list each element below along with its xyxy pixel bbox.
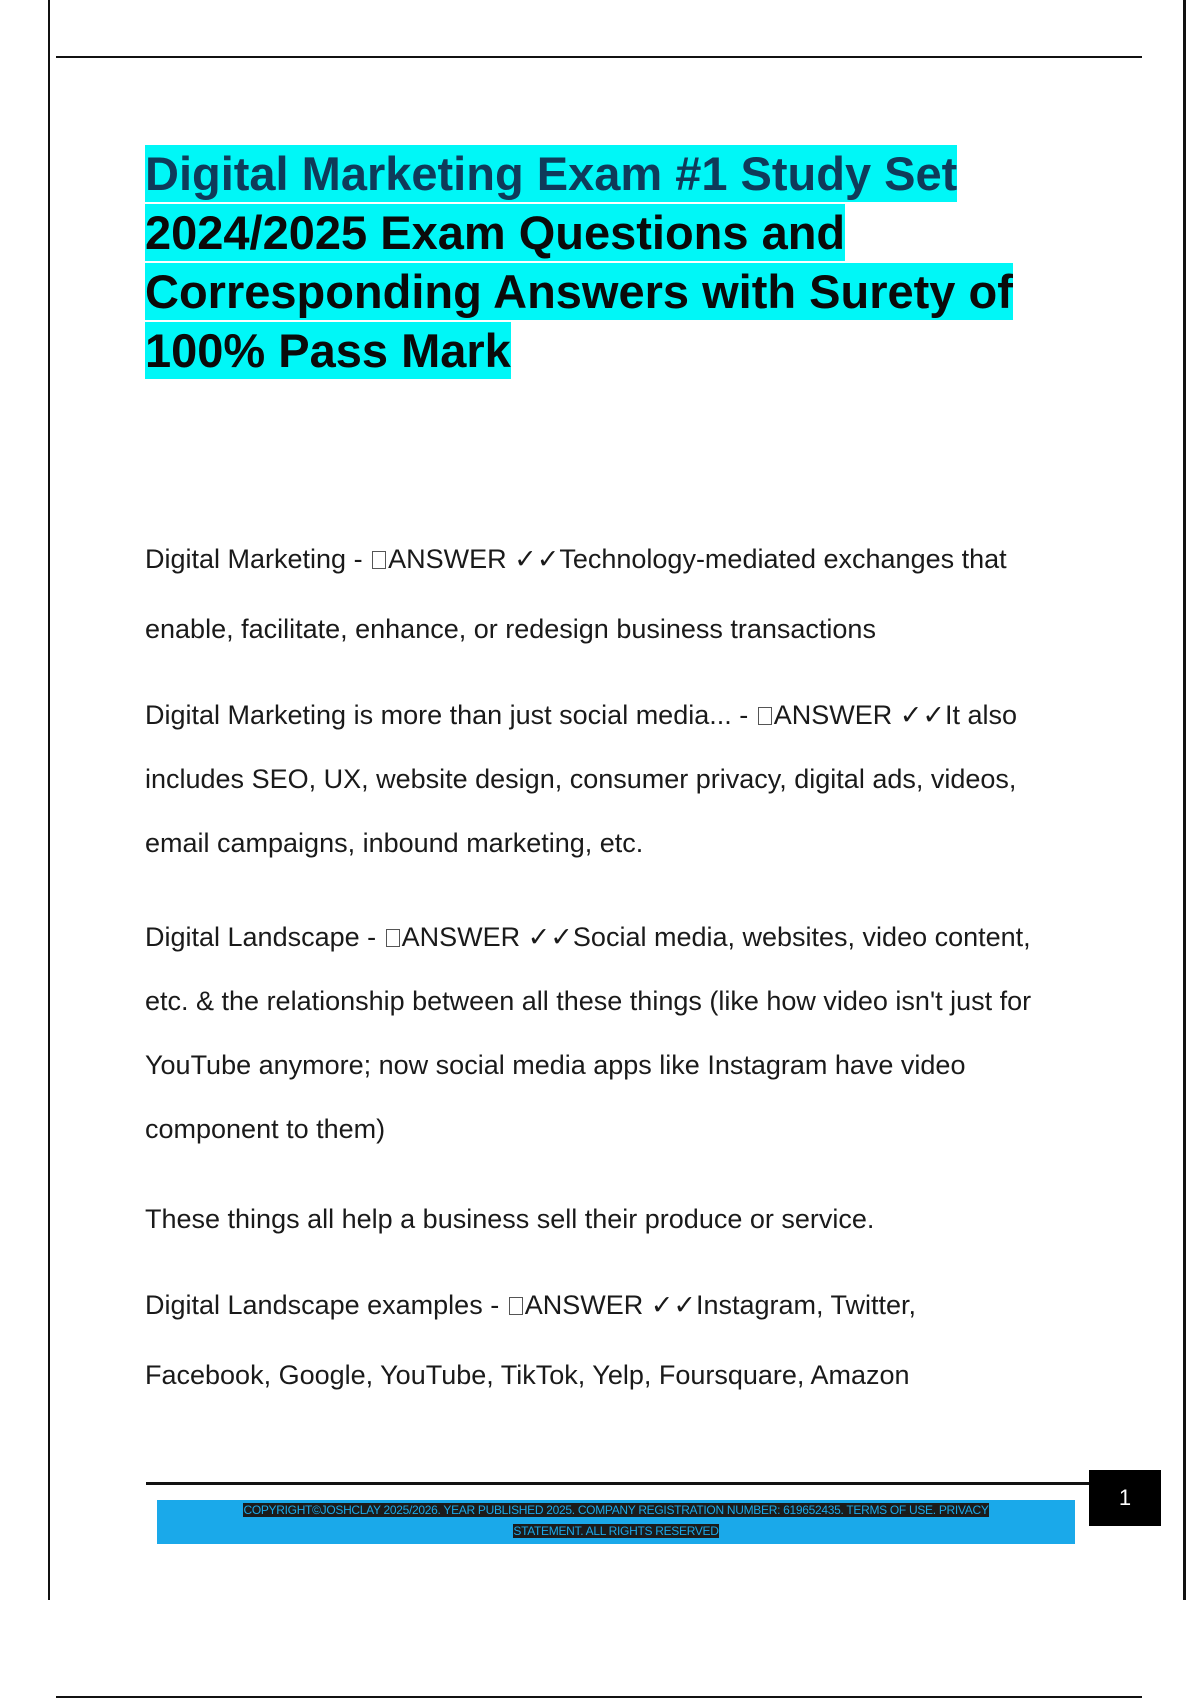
copyright-notice	[160, 1500, 1072, 1542]
qa-answer-start: Technology-mediated exchanges that	[559, 544, 1007, 574]
title-line-3: Corresponding Answers with Surety of	[145, 265, 1013, 318]
qa-entry-more-than-social: Digital Marketing is more than just social media... - ANSWER ✓✓It also includes SEO, UX, website design, consumer privacy, digital ads, videos, email campaigns, inbound marketing, etc.	[145, 700, 1018, 858]
qa-answer-rest: includes SEO, UX, website design, consumer privacy, digital ads, videos, email campaigns, inbound marketing, etc.	[145, 764, 1017, 858]
qa-entry-digital-marketing: Digital Marketing - ANSWER ✓✓Technology-mediated exchanges that enable, facilitate, enhance, or redesign business transactions	[145, 544, 1007, 644]
footer-rule	[146, 1482, 1090, 1485]
page-border-right	[1183, 0, 1186, 1600]
page-border-left	[48, 0, 50, 1600]
page-number: 1	[1089, 1470, 1161, 1526]
qa-answer-rest: Facebook, Google, YouTube, TikTok, Yelp, Foursquare, Amazon	[145, 1360, 910, 1390]
qa-term: Digital Marketing	[145, 544, 347, 574]
copyright-line-2: STATEMENT. ALL RIGHTS RESERVED	[513, 1524, 719, 1538]
qa-term: Digital Marketing is more than just social media...	[145, 700, 732, 730]
qa-answer-start: It also	[945, 700, 1018, 730]
missing-glyph-icon	[386, 929, 400, 947]
answer-marker: ANSWER ✓✓	[524, 1290, 696, 1320]
missing-glyph-icon	[758, 707, 772, 725]
qa-entry-digital-landscape: Digital Landscape - ANSWER ✓✓Social media, websites, video content, etc. & the relationship between all these things (like how video isn't just for YouTube anymore; now social media apps like Instagram have video component to them)	[145, 922, 1032, 1144]
qa-answer-rest: enable, facilitate, enhance, or redesign business transactions	[145, 614, 876, 644]
answer-marker: ANSWER ✓✓	[773, 700, 946, 730]
answer-marker: ANSWER ✓✓	[401, 922, 573, 952]
qa-term: Digital Landscape	[145, 922, 360, 952]
qa-entry-landscape-examples: Digital Landscape examples - ANSWER ✓✓Instagram, Twitter, Facebook, Google, YouTube, TikTok, Yelp, Foursquare, Amazon	[145, 1290, 917, 1390]
document-title	[145, 144, 1085, 380]
missing-glyph-icon	[372, 551, 386, 569]
qa-term: Digital Landscape examples	[145, 1290, 483, 1320]
missing-glyph-icon	[509, 1297, 523, 1315]
bottom-rule	[56, 1696, 1142, 1698]
qa-answer-start: Instagram, Twitter,	[695, 1290, 917, 1320]
qa-answer-rest: etc. & the relationship between all these things (like how video isn't just for YouTube anymore; now social media apps like Instagram have video component to them)	[145, 986, 1032, 1144]
title-line-2: 2024/2025 Exam Questions and	[145, 206, 846, 259]
answer-marker: ANSWER ✓✓	[388, 544, 560, 574]
header-rule	[56, 56, 1142, 58]
title-line-4: 100% Pass Mark	[145, 324, 511, 377]
standalone-statement: These things all help a business sell their produce or service.	[145, 1204, 875, 1234]
qa-answer-start: Social media, websites, video content,	[572, 922, 1031, 952]
title-line-1: Digital Marketing Exam #1 Study Set	[145, 147, 958, 200]
copyright-line-1: COPYRIGHT©JOSHCLAY 2025/2026. YEAR PUBLISHED 2025. COMPANY REGISTRATION NUMBER: 619652435. TERMS OF USE. PRIVACY	[243, 1503, 989, 1517]
